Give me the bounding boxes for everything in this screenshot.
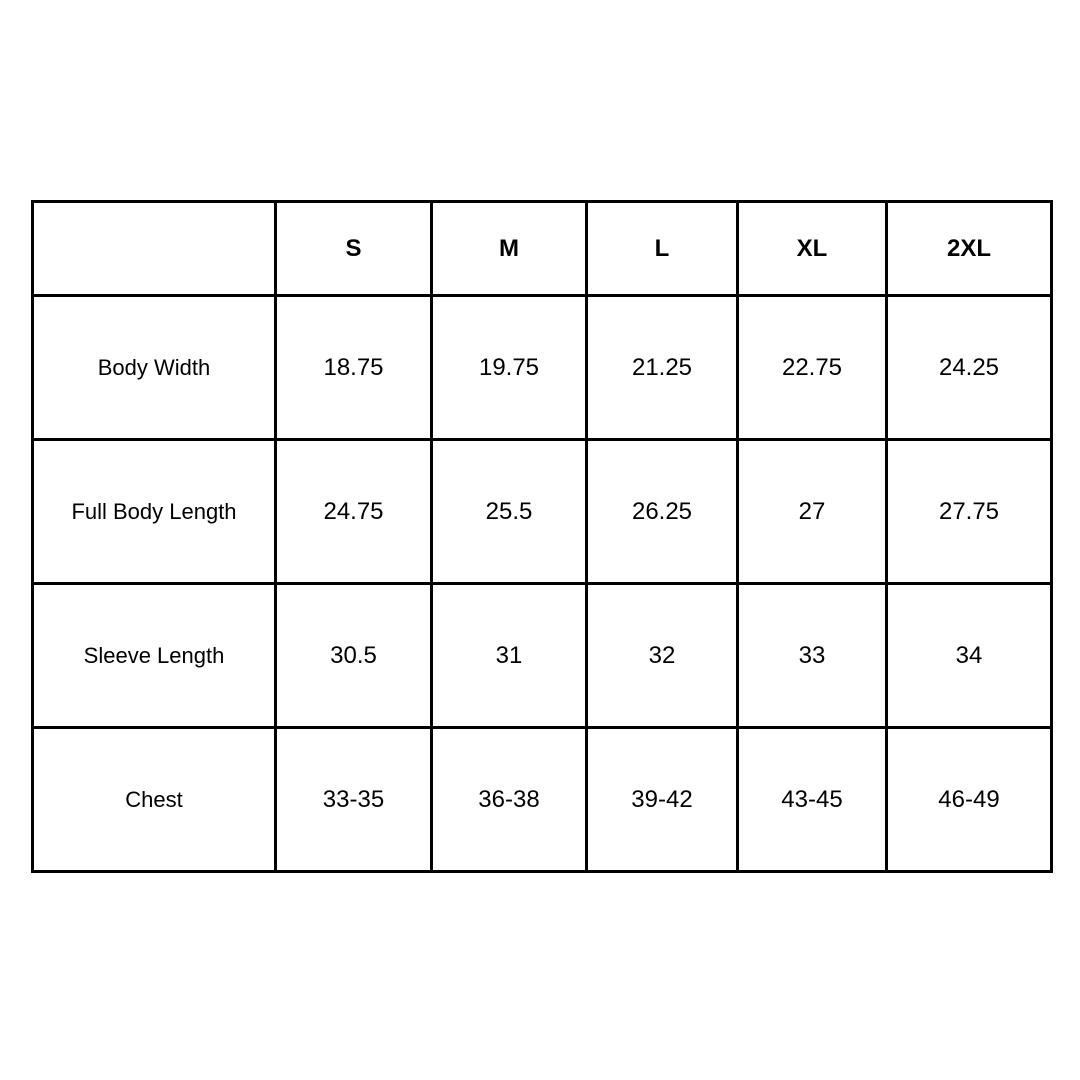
row-label: Sleeve Length — [33, 584, 276, 728]
table-cell: 33-35 — [276, 728, 432, 872]
table-cell: 32 — [587, 584, 738, 728]
table-cell: 36-38 — [432, 728, 587, 872]
table-row-body-width — [33, 296, 1052, 440]
table-cell: 39-42 — [587, 728, 738, 872]
table-cell: 33 — [738, 584, 887, 728]
table-cell: 21.25 — [587, 296, 738, 440]
table-cell: 34 — [887, 584, 1052, 728]
size-header-m: M — [432, 202, 587, 296]
table-cell: 30.5 — [276, 584, 432, 728]
size-chart-table — [31, 200, 1053, 873]
table-cell: 19.75 — [432, 296, 587, 440]
table-cell: 26.25 — [587, 440, 738, 584]
size-header-s: S — [276, 202, 432, 296]
table-row-chest — [33, 728, 1052, 872]
table-cell: 18.75 — [276, 296, 432, 440]
table-cell: 43-45 — [738, 728, 887, 872]
header-row — [33, 202, 1052, 296]
size-header-2xl: 2XL — [887, 202, 1052, 296]
table-cell: 31 — [432, 584, 587, 728]
row-label: Full Body Length — [33, 440, 276, 584]
table-cell: 24.25 — [887, 296, 1052, 440]
size-header-l: L — [587, 202, 738, 296]
table-cell: 22.75 — [738, 296, 887, 440]
row-label: Chest — [33, 728, 276, 872]
table-cell: 27 — [738, 440, 887, 584]
table-cell: 25.5 — [432, 440, 587, 584]
table-cell: 27.75 — [887, 440, 1052, 584]
table-row-sleeve-length — [33, 584, 1052, 728]
corner-cell — [33, 202, 276, 296]
row-label: Body Width — [33, 296, 276, 440]
size-header-xl: XL — [738, 202, 887, 296]
table-cell: 24.75 — [276, 440, 432, 584]
table-cell: 46-49 — [887, 728, 1052, 872]
table-row-full-body-length — [33, 440, 1052, 584]
